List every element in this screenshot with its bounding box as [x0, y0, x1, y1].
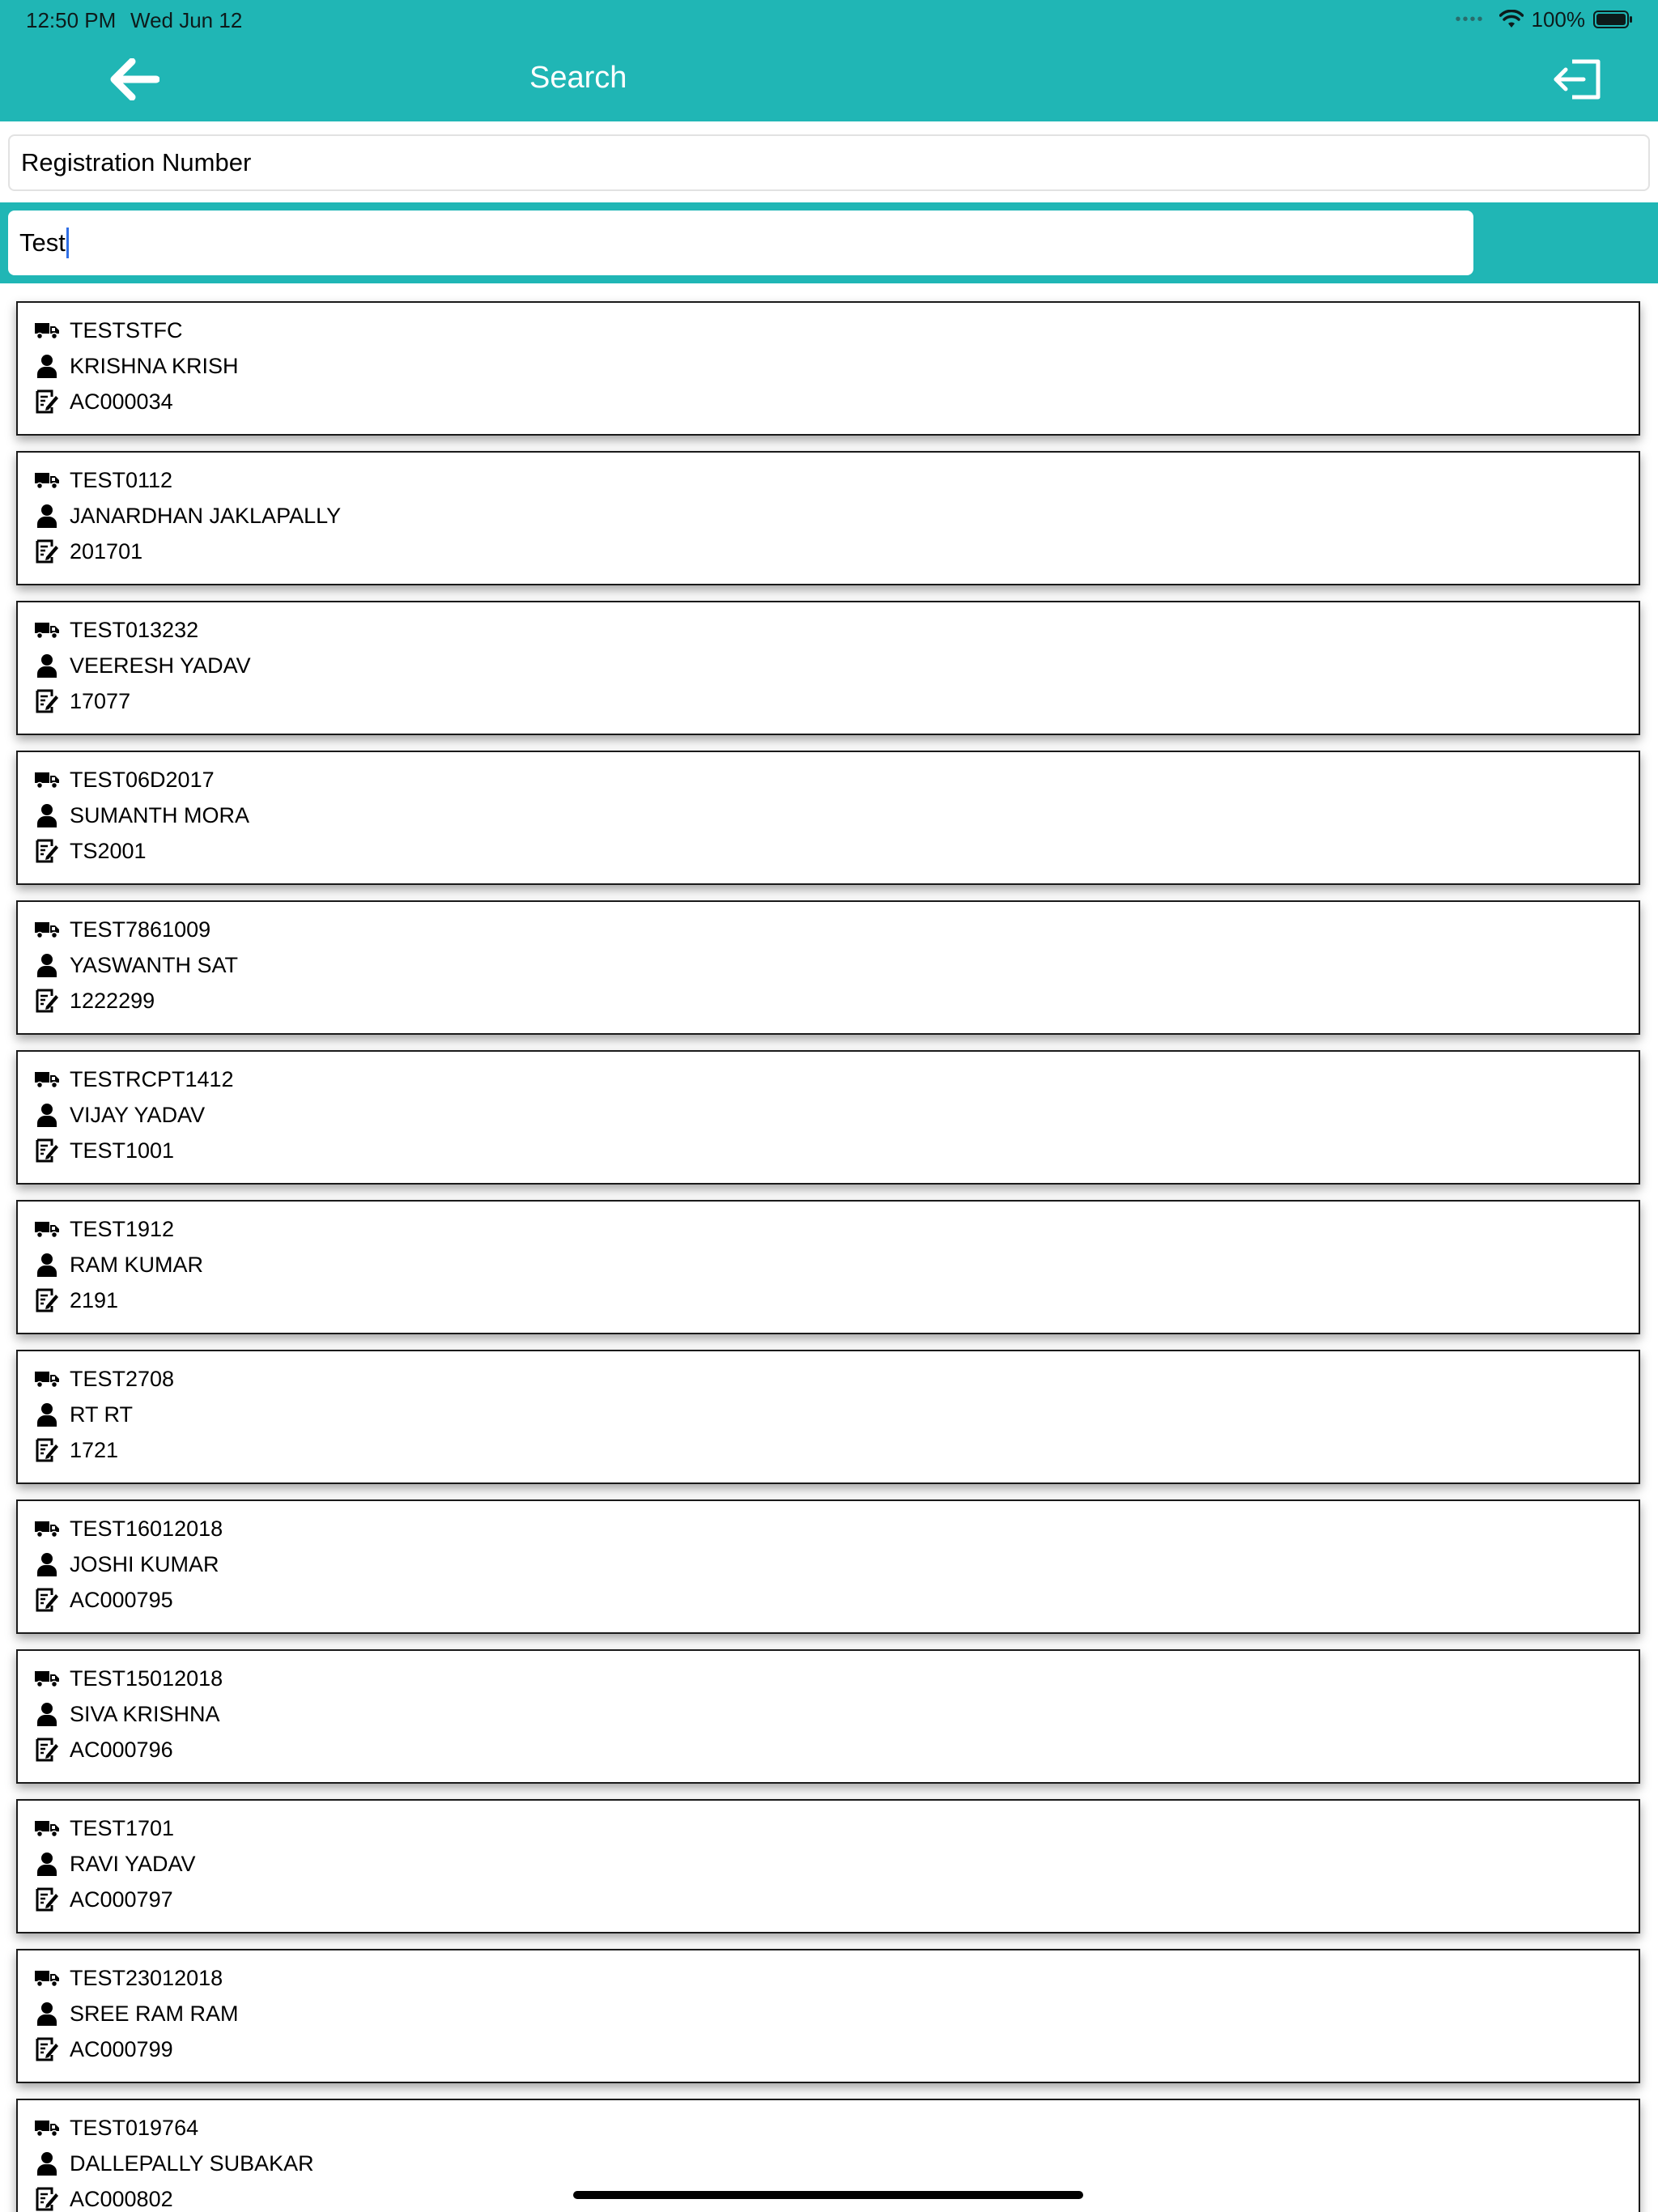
- truck-icon: [34, 1665, 60, 1691]
- truck-icon: [34, 1366, 60, 1392]
- owner-name: JOSHI KUMAR: [70, 1551, 219, 1576]
- owner-name: SREE RAM RAM: [70, 2001, 239, 2026]
- cellular-dots-icon: ••••: [1455, 10, 1485, 28]
- battery-icon: [1593, 10, 1634, 29]
- document-edit-icon: [34, 1287, 60, 1313]
- owner-name: SUMANTH MORA: [70, 802, 249, 827]
- owner-row: [34, 799, 249, 832]
- status-indicators: [1455, 6, 1634, 32]
- account-number: AC000802: [70, 2186, 173, 2211]
- document-edit-icon: [34, 1138, 60, 1163]
- truck-icon: [34, 317, 60, 343]
- owner-name: SIVA KRISHNA: [70, 1701, 220, 1726]
- user-icon: [34, 952, 60, 978]
- truck-icon: [34, 2115, 60, 2141]
- account-row: [34, 1733, 173, 1766]
- document-edit-icon: [34, 1887, 60, 1912]
- account-row: [34, 1134, 174, 1167]
- search-type-select[interactable]: [8, 134, 1650, 191]
- search-query: Test: [19, 228, 66, 257]
- vehicle-row: [34, 1812, 174, 1844]
- account-row: [34, 1883, 173, 1916]
- result-card[interactable]: [16, 1799, 1640, 1933]
- search-input[interactable]: [8, 211, 1473, 275]
- result-card[interactable]: [16, 1050, 1640, 1185]
- account-row: [34, 1284, 118, 1317]
- vehicle-number: TEST06D2017: [70, 767, 215, 792]
- vehicle-row: [34, 1662, 223, 1695]
- account-number: AC000797: [70, 1887, 173, 1912]
- result-card[interactable]: [16, 1350, 1640, 1484]
- account-row: [34, 2033, 173, 2065]
- account-row: [34, 1434, 118, 1466]
- vehicle-row: [34, 614, 198, 646]
- home-indicator: [573, 2191, 1083, 2199]
- vehicle-row: [34, 913, 210, 946]
- user-icon: [34, 1252, 60, 1278]
- owner-name: RAM KUMAR: [70, 1252, 204, 1277]
- result-card[interactable]: [16, 1200, 1640, 1334]
- owner-row: [34, 949, 238, 981]
- document-edit-icon: [34, 838, 60, 864]
- user-icon: [34, 1701, 60, 1727]
- truck-icon: [34, 1516, 60, 1542]
- vehicle-row: [34, 314, 183, 347]
- result-card[interactable]: [16, 451, 1640, 585]
- vehicle-row: [34, 464, 172, 496]
- account-row: [34, 535, 142, 568]
- top-bar: [0, 0, 1658, 121]
- battery-percent: 100%: [1531, 6, 1585, 32]
- account-number: AC000795: [70, 1587, 173, 1612]
- owner-row: [34, 500, 341, 532]
- document-edit-icon: [34, 538, 60, 564]
- vehicle-row: [34, 2112, 198, 2144]
- document-edit-icon: [34, 2036, 60, 2062]
- owner-row: [34, 1398, 133, 1431]
- page-title: Search: [529, 61, 627, 95]
- vehicle-number: TEST1912: [70, 1216, 175, 1241]
- truck-icon: [34, 1066, 60, 1092]
- account-row: [34, 1584, 173, 1616]
- owner-name: DALLEPALLY SUBAKAR: [70, 2150, 314, 2176]
- account-number: AC000034: [70, 389, 173, 414]
- document-edit-icon: [34, 1437, 60, 1463]
- account-number: AC000799: [70, 2036, 173, 2061]
- search-type-label: Registration Number: [21, 148, 252, 177]
- owner-row: [34, 1997, 239, 2030]
- user-icon: [34, 1102, 60, 1128]
- logout-button[interactable]: [1550, 55, 1606, 104]
- owner-name: RT RT: [70, 1402, 134, 1427]
- account-number: TEST1001: [70, 1138, 175, 1163]
- result-card[interactable]: [16, 1499, 1640, 1634]
- truck-icon: [34, 917, 60, 942]
- truck-icon: [34, 467, 60, 493]
- account-number: AC000796: [70, 1737, 173, 1762]
- owner-row: [34, 1848, 196, 1880]
- document-edit-icon: [34, 1587, 60, 1613]
- account-number: 1721: [70, 1437, 119, 1462]
- status-time: 12:50 PM: [26, 8, 117, 32]
- document-edit-icon: [34, 2186, 60, 2212]
- document-edit-icon: [34, 688, 60, 714]
- owner-row: [34, 350, 239, 382]
- owner-name: KRISHNA KRISH: [70, 353, 239, 378]
- text-caret: [66, 228, 69, 258]
- owner-row: [34, 1698, 220, 1730]
- result-card[interactable]: [16, 301, 1640, 436]
- user-icon: [34, 653, 60, 678]
- user-icon: [34, 1851, 60, 1877]
- owner-row: [34, 2147, 314, 2180]
- truck-icon: [34, 1815, 60, 1841]
- user-icon: [34, 353, 60, 379]
- wifi-icon: [1499, 10, 1524, 29]
- user-icon: [34, 2001, 60, 2027]
- status-date: Wed Jun 12: [130, 8, 243, 32]
- account-number: 17077: [70, 688, 131, 713]
- account-number: 2191: [70, 1287, 119, 1312]
- owner-row: [34, 1249, 203, 1281]
- vehicle-row: [34, 1512, 223, 1545]
- owner-name: JANARDHAN JAKLAPALLY: [70, 503, 342, 528]
- result-card[interactable]: [16, 1949, 1640, 2083]
- account-number: 1222299: [70, 988, 155, 1013]
- vehicle-number: TEST15012018: [70, 1665, 223, 1691]
- user-icon: [34, 503, 60, 529]
- vehicle-number: TEST2708: [70, 1366, 175, 1391]
- owner-row: [34, 1548, 219, 1580]
- user-icon: [34, 802, 60, 828]
- vehicle-row: [34, 1063, 234, 1095]
- account-row: [34, 385, 173, 418]
- vehicle-row: [34, 1962, 223, 1994]
- vehicle-number: TEST23012018: [70, 1965, 223, 1990]
- result-card[interactable]: [16, 1649, 1640, 1784]
- user-icon: [34, 2150, 60, 2176]
- owner-row: [34, 649, 251, 682]
- truck-icon: [34, 767, 60, 793]
- vehicle-number: TEST013232: [70, 617, 199, 642]
- vehicle-number: TEST16012018: [70, 1516, 223, 1541]
- results-list: [0, 295, 1658, 2212]
- result-card[interactable]: [16, 751, 1640, 885]
- truck-icon: [34, 1965, 60, 1991]
- user-icon: [34, 1402, 60, 1427]
- vehicle-number: TESTSTFC: [70, 317, 183, 342]
- vehicle-row: [34, 764, 215, 796]
- search-input-band: [0, 202, 1658, 283]
- owner-name: RAVI YADAV: [70, 1851, 196, 1876]
- account-row: [34, 985, 155, 1017]
- document-edit-icon: [34, 1737, 60, 1763]
- account-row: [34, 2183, 173, 2212]
- owner-name: VEERESH YADAV: [70, 653, 251, 678]
- truck-icon: [34, 1216, 60, 1242]
- vehicle-number: TEST0112: [70, 467, 173, 492]
- arrow-left-icon: [108, 58, 159, 100]
- owner-row: [34, 1099, 205, 1131]
- account-number: TS2001: [70, 838, 147, 863]
- account-row: [34, 685, 130, 717]
- owner-name: YASWANTH SAT: [70, 952, 239, 977]
- vehicle-row: [34, 1213, 174, 1245]
- account-number: 201701: [70, 538, 143, 564]
- truck-icon: [34, 617, 60, 643]
- vehicle-number: TEST7861009: [70, 917, 211, 942]
- document-edit-icon: [34, 988, 60, 1014]
- back-button[interactable]: [105, 55, 162, 104]
- vehicle-number: TESTRCPT1412: [70, 1066, 234, 1091]
- result-card[interactable]: [16, 900, 1640, 1035]
- logout-icon: [1551, 57, 1605, 102]
- user-icon: [34, 1551, 60, 1577]
- document-edit-icon: [34, 389, 60, 415]
- vehicle-number: TEST019764: [70, 2115, 199, 2140]
- result-card[interactable]: [16, 601, 1640, 735]
- vehicle-number: TEST1701: [70, 1815, 175, 1840]
- owner-name: VIJAY YADAV: [70, 1102, 206, 1127]
- account-row: [34, 835, 147, 867]
- vehicle-row: [34, 1363, 174, 1395]
